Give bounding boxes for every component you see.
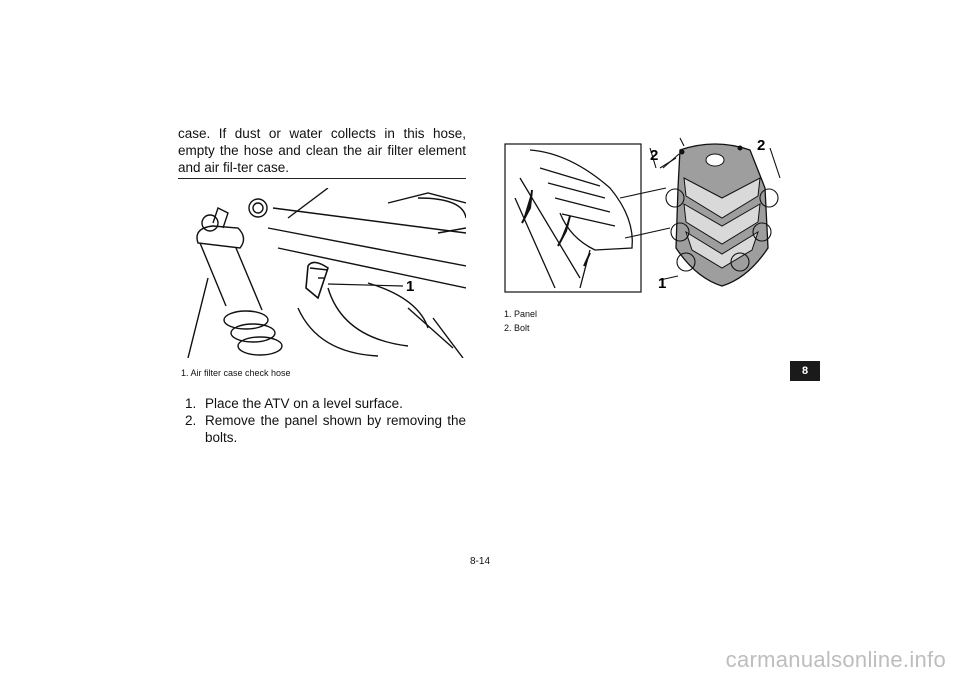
step-2: [185, 412, 466, 446]
page-number: 8-14: [469, 556, 490, 567]
step-number: 1.: [185, 396, 197, 411]
section-divider: [178, 178, 466, 179]
intro-paragraph: case. If dust or water collects in this hose, empty the hose and clean the air filter element and air fil-ter case.: [178, 126, 466, 175]
figure2-caption-bolt: 2. Bolt: [504, 323, 530, 333]
step-text: Place the ATV on a level surface.: [205, 396, 403, 411]
figure2-captions: [504, 307, 537, 335]
figure2-callout-2-right: 2: [757, 137, 766, 154]
step-number: 2.: [185, 413, 197, 428]
figure-air-filter-hose: [178, 188, 466, 358]
figure2-callout-2-left: 2: [650, 147, 659, 164]
step-1: [185, 395, 466, 412]
figure1-caption: 1. Air filter case check hose: [181, 368, 291, 378]
figure2-callout-1: 1: [658, 275, 667, 292]
section-tab: 8: [790, 361, 820, 381]
step-text: Remove the panel shown by removing the bolts.: [205, 413, 466, 445]
watermark: carmanualsonline.info: [725, 647, 946, 672]
figure2-caption-panel: 1. Panel: [504, 309, 538, 319]
figure-panel-bolts: [500, 128, 790, 298]
instruction-steps: [185, 395, 466, 446]
figure1-callout-1: 1: [406, 278, 415, 295]
